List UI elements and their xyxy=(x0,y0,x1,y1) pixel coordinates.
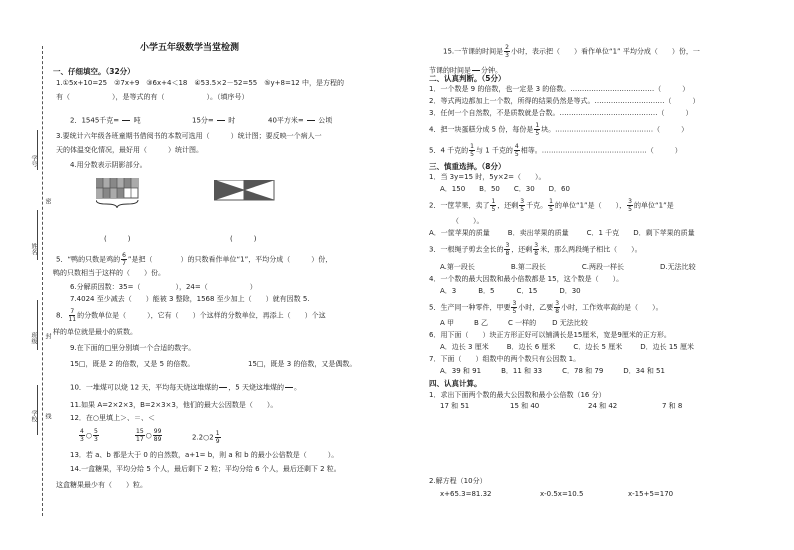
q11-text: 11.如果 A=2×2×3，B=2×3×3，他们的最大公因数是（ ）。 xyxy=(70,401,278,409)
label-student-id: 学号 xyxy=(30,155,37,167)
q13-text: 13．若 a、b 都是大于 0 的自然数，a+1= b，则 a 和 b 的最小公倍数是（ ）。 xyxy=(70,451,339,459)
compare-circle[interactable]: ○ xyxy=(203,433,210,442)
choice-4-opts: A．3 B．5 C．15 D．30 xyxy=(440,287,581,295)
blank-fraction xyxy=(217,113,225,128)
calc-2-item-1: x+65.3=81.32 xyxy=(440,490,492,498)
calc-2-item-2: x-0.5x=10.5 xyxy=(540,490,584,498)
blank-fraction xyxy=(285,380,293,395)
q5-line1: 5．“鸭的只数是鸡的 $\frac{6}{7}$ ”是把（ ）的只数看作单位“1”，平均分成（ ）份， xyxy=(56,252,333,267)
page-title: 小学五年级数学当堂检测 xyxy=(140,43,240,53)
judge-1: 1．一个数是 9 的倍数，也一定是 3 的倍数。………………………………（ ） xyxy=(429,85,690,93)
blank-fraction xyxy=(219,380,227,395)
q5-line2: 鸭的只数相当于这样的（ ）份。 xyxy=(53,269,165,277)
q8-line2: 样的单位就是最小的质数。 xyxy=(53,328,137,336)
choice-7-opts: A．39 和 91 B．11 和 33 C．78 和 79 D．34 和 51 xyxy=(440,367,665,375)
q3-line1: 3.要统计六年级各班童期书借阅书的本数可选用（ ）统计图；要反映一个病人一 xyxy=(56,132,322,140)
q4-blank-2: ( ) xyxy=(230,235,257,243)
judge-5: 5．4 千克的 $\frac{1}{5}$ 与 1 千克的 $\frac{4}{5}$ 相等。………………………………………（ ） xyxy=(429,143,682,158)
q2-item-2: 15分= 时 xyxy=(192,113,235,128)
q2-item-1: 2．1545千克= 吨 xyxy=(70,113,141,128)
q14-line1: 14.一盒糖果，平均分给 5 个人，最后剩下 2 粒；平均分给 6 个人，最后还剩下 2 粒。 xyxy=(70,465,341,473)
blank-fraction xyxy=(122,113,130,128)
calc-2-heading: 2.解方程（10分） xyxy=(429,477,487,485)
choice-6-opts: A．边长 3 厘米 B．边长 6 厘米 C．边长 5 厘米 D．边长 15 厘米 xyxy=(440,343,694,351)
q2-item-3: 40平方米= 公顷 xyxy=(268,113,332,128)
label-class: 班级 xyxy=(30,332,37,344)
choice-5-opts: A 甲 B 乙 C 一样的 D 无法比较 xyxy=(440,319,588,327)
q14-line2: 这盒糖果最少有（ ）粒。 xyxy=(56,481,147,489)
q9-text: 9.在下面的□里分别填一个合适的数字。 xyxy=(70,344,196,352)
q4-blank-1: ( ) xyxy=(104,235,131,243)
choice-6: 6．用下面（ ）块正方形正好可以铺满长是15厘米，宽是9厘米的正方形。 xyxy=(429,331,671,339)
q15-line2: 节课的时间是 分钟。 xyxy=(429,63,502,78)
compare-circle[interactable]: ○ xyxy=(145,431,152,440)
choice-1-opts: A．150 B．50 C．30 D．60 xyxy=(440,185,570,193)
section-2-heading: 二、认真判断。（5分） xyxy=(429,74,506,83)
q12-item-2: $\frac{15}{17}$ ○ $\frac{99}{89}$ xyxy=(136,428,162,443)
q1-line1: 1.①5x+10=25 ②7x+9 ③6x+4＜18 ④53.5×2－52=55 ⑤y+8=12 中，是方程的 xyxy=(56,79,344,87)
calc-1-heading: 1．求出下面两个数的最大公因数和最小公倍数（16 分） xyxy=(429,391,606,399)
q4-text: 4.用分数表示阴影部分。 xyxy=(70,161,147,169)
q3-line2: 天的体温变化情况，最好用（ ）统计图。 xyxy=(56,146,203,154)
calc-2-item-3: x-15+5=170 xyxy=(628,490,674,498)
label-school: 学校 xyxy=(30,410,37,422)
grid-figure xyxy=(96,178,156,210)
q7-text: 7.4024 至少减去（ ）能被 3 整除，1568 至少加上（ ）就有因数 5. xyxy=(70,295,310,303)
judge-3: 3．任何一个自然数，不是质数就是合数。……………………………………（ ） xyxy=(429,109,693,117)
calc-1-item-2: 15 和 40 xyxy=(510,402,540,410)
binding-line xyxy=(42,46,43,516)
seal-char-2: 封 xyxy=(44,333,51,339)
calc-1-item-3: 24 和 42 xyxy=(588,402,618,410)
calc-1-item-4: 7 和 8 xyxy=(662,402,683,410)
choice-2-line2: （ ）。 xyxy=(452,217,484,225)
q6-text: 6.分解质因数：35=（ ），24=（ ） xyxy=(70,283,257,291)
fraction: $\frac{6}{7}$ xyxy=(122,252,126,267)
choice-3: 3．一根绳子剪去全长的 $\frac{3}{8}$ ，还剩 $\frac{3}{8}$ 米，那么两段绳子相比（ ）。 xyxy=(429,242,642,257)
q12-item-3: 2.2○2 $\frac{1}{9}$ xyxy=(192,430,220,445)
judge-4: 4．把一块蛋糕分成 5 份，每份是 $\frac{1}{5}$ 块。……………………………………（ ） xyxy=(429,122,689,137)
choice-3-opts: A.第一段长 B.第二段长 C.两段一样长 D.无法比较 xyxy=(440,263,696,271)
q9a-text: 15□，既是 2 的倍数，又是 5 的倍数。 xyxy=(70,360,195,368)
choice-4: 4．一个数的最大因数和最小倍数都是 15，这个数是（ ）。 xyxy=(429,275,624,283)
compare-circle[interactable]: ○ xyxy=(85,431,92,440)
q15-line1: 15.一节课的时间是 $\frac{2}{3}$ 小时，表示把（ ）看作单位“1” 平均分成（ ）份，一 xyxy=(443,44,700,59)
q1-line2: 有（ ），是等式的有（ ）。（填序号） xyxy=(56,93,249,101)
calc-1-item-1: 17 和 51 xyxy=(440,402,470,410)
section-4-heading: 四、认真计算。 xyxy=(429,379,482,388)
blank-fraction xyxy=(307,113,315,128)
judge-2: 2．等式两边都加上一个数，所得的结果仍然是等式。…………………………（ ） xyxy=(429,97,700,105)
q12-text: 12．在○里填上＞、＝、＜ xyxy=(70,414,156,422)
q12-item-1: $\frac{4}{3}$ ○ $\frac{5}{3}$ xyxy=(80,428,98,443)
q10-text: 10．一堆煤可以烧 12 天，平均每天烧这堆煤的 ，5 天烧这堆煤的 。 xyxy=(70,380,301,395)
q8-line1: 8． $\frac{7}{11}$ 的分数单位是（ ），它有（ ）个这样的分数单位，再添上（ ）个这 xyxy=(56,308,326,323)
fraction: $\frac{7}{11}$ xyxy=(68,308,77,323)
choice-2-opts: A．一筐苹果的质量 B．卖出苹果的质量 C．1 千克 D．剩下苹果的质量 xyxy=(429,229,695,237)
choice-1: 1．当 3y=15 时，5y×2=（ ）。 xyxy=(429,173,546,181)
q9b-text: 15□，既是 3 的倍数，又是偶数。 xyxy=(248,360,357,368)
label-name: 姓名 xyxy=(30,243,37,255)
choice-7: 7．下面（ ）组数中的两个数只有公因数 1。 xyxy=(429,355,581,363)
section-3-heading: 三、慎重选择。（8分） xyxy=(429,162,506,171)
fraction: $\frac{2}{3}$ xyxy=(505,44,509,59)
section-1-heading: 一、仔细填空。（32分） xyxy=(53,67,135,76)
seal-char-3: 线 xyxy=(44,413,51,419)
choice-2: 2．一筐苹果，卖了 $\frac{1}{5}$ ，还剩 $\frac{3}{5}$ 千克。 $\frac{1}{5}$ 的单位“1”是（ ）， $\frac{3}{5}$ 的单位“1”是 xyxy=(429,198,674,213)
seal-char-1: 密 xyxy=(44,198,51,204)
choice-5: 5．生产同一种零件，甲要 $\frac{3}{5}$ 小时，乙要 $\frac{3}{8}$ 小时，工作效率高的是（ ）。 xyxy=(429,300,663,315)
triangle-figure xyxy=(214,180,276,202)
